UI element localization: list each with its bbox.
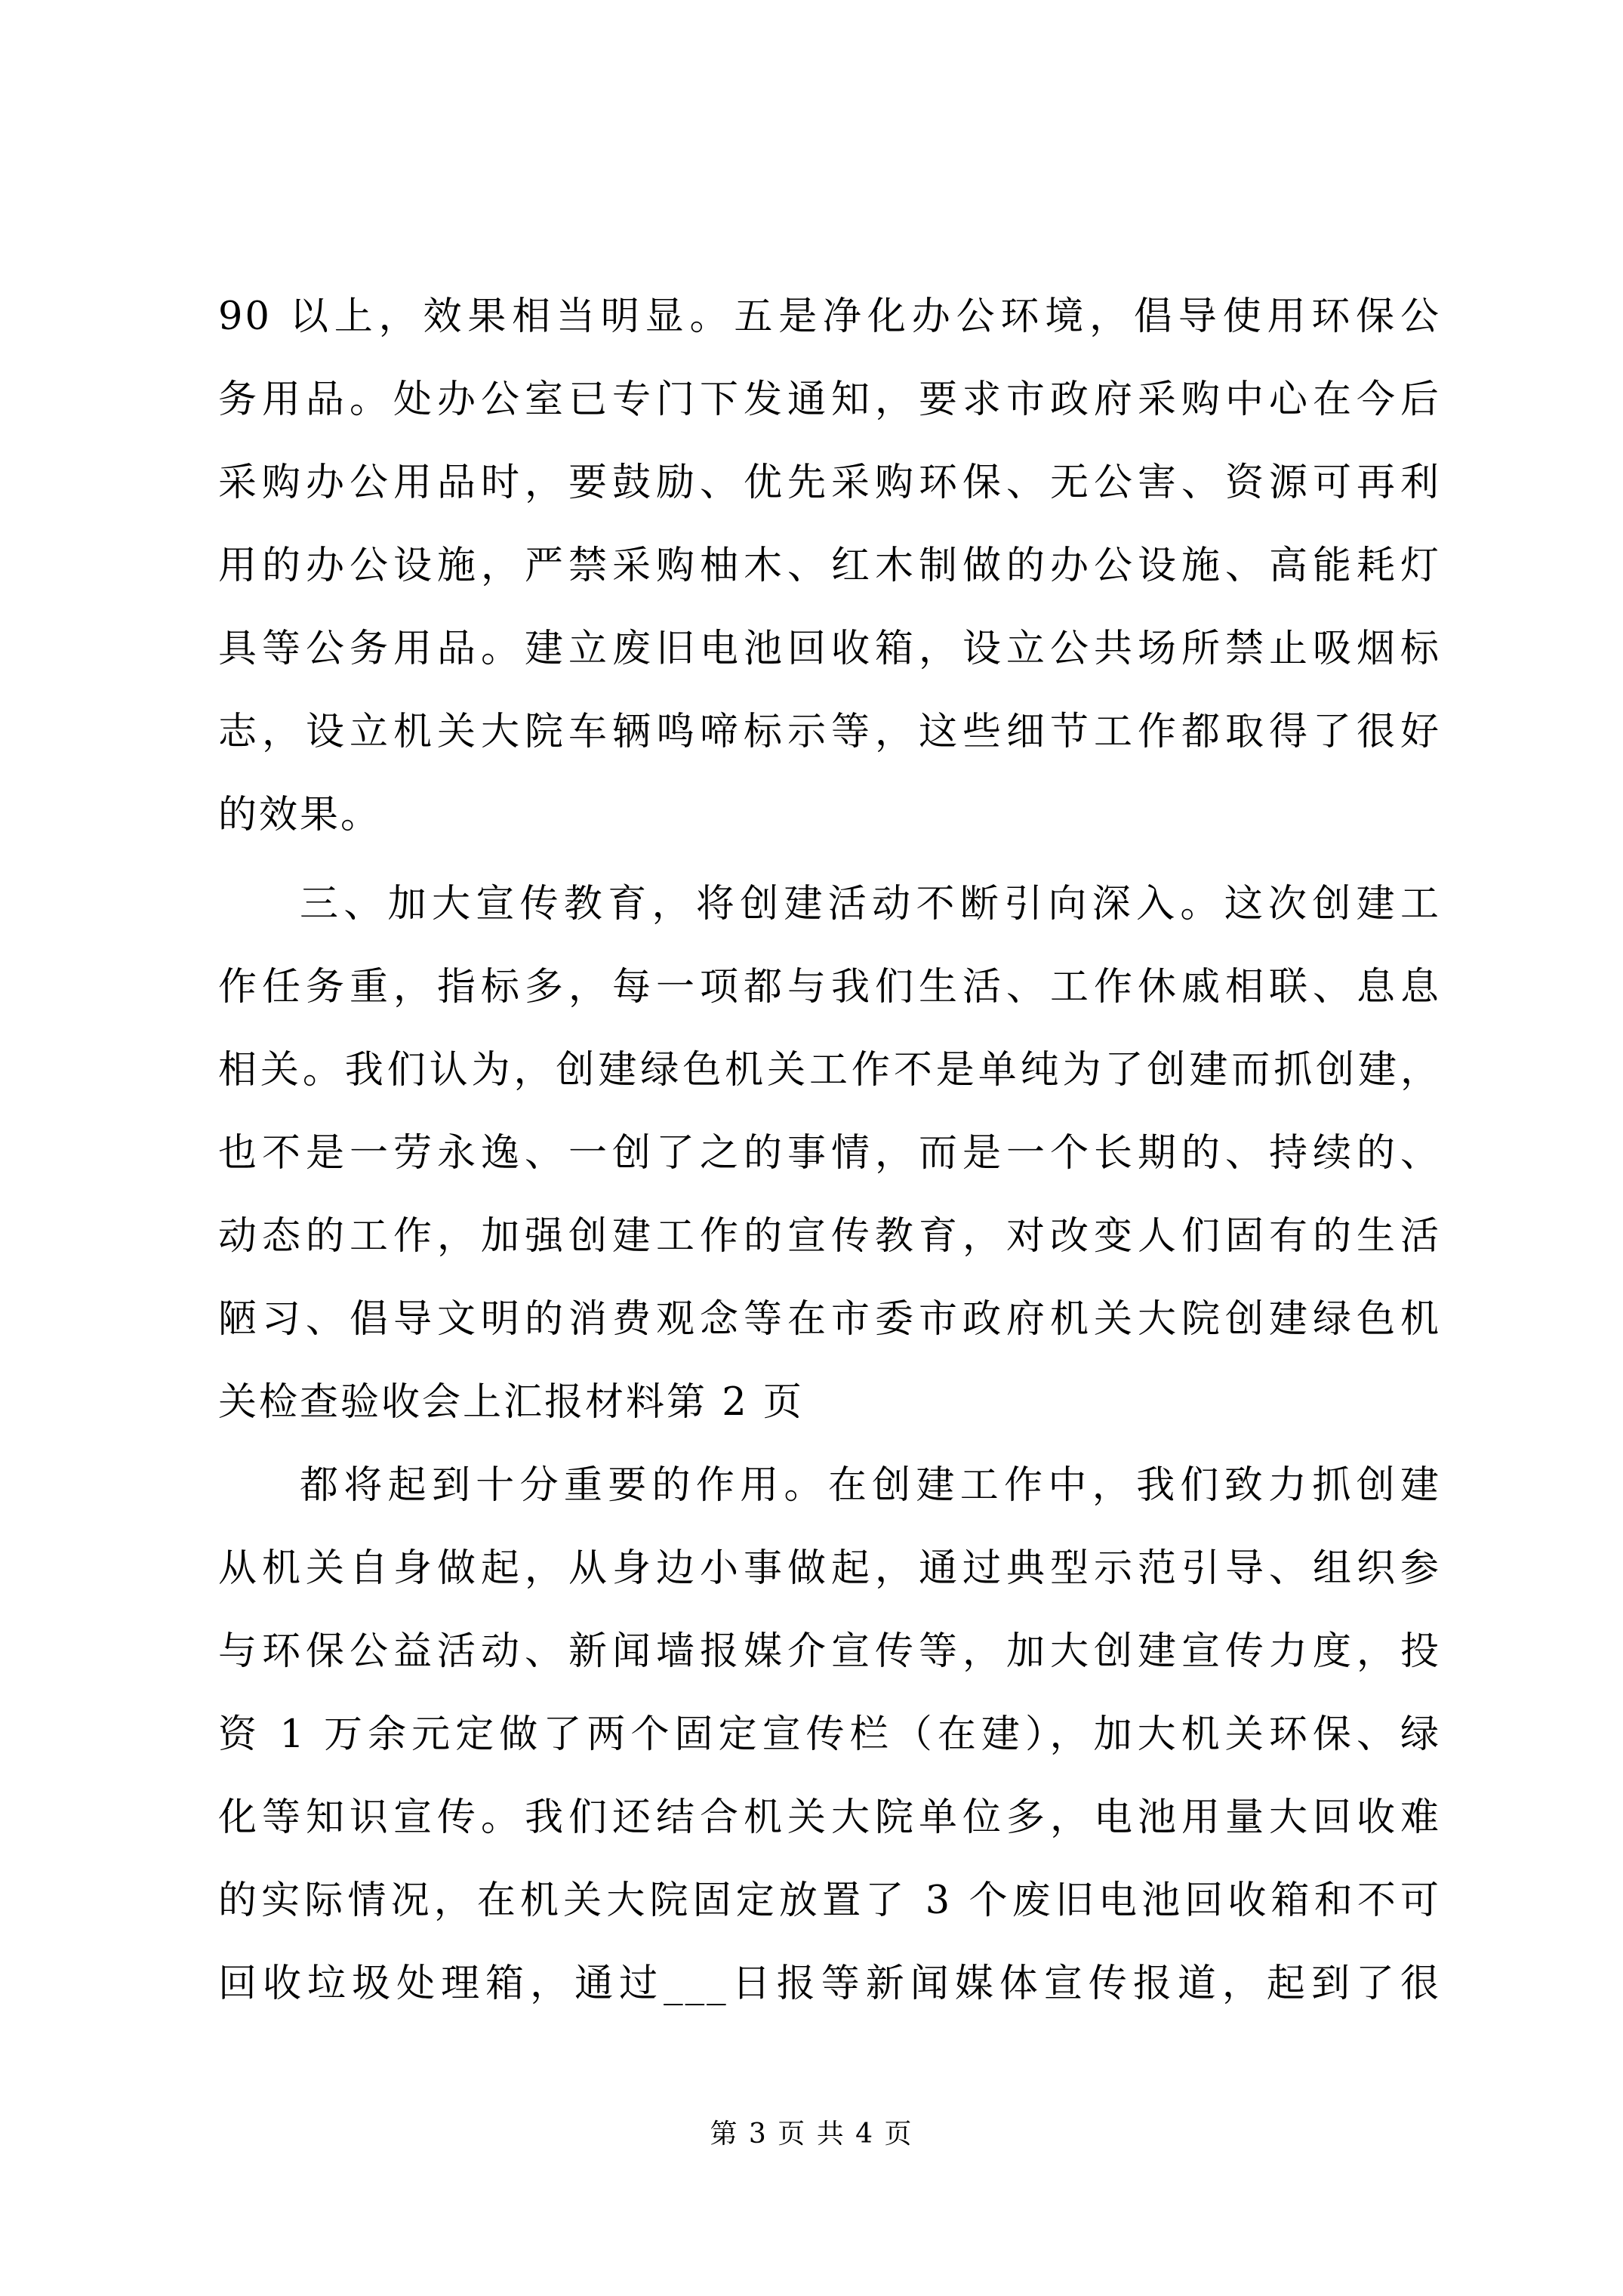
- text-line: 动态的工作，加强创建工作的宣传教育，对改变人们固有的生活: [218, 1214, 1441, 1259]
- text-line: 采购办公用品时，要鼓励、优先采购环保、无公害、资源可再利: [218, 461, 1441, 505]
- text-line: 志，设立机关大院车辆鸣啼标示等，这些细节工作都取得了很好: [218, 710, 1441, 754]
- text-line: 化等知识宣传。我们还结合机关大院单位多，电池用量大回收难: [218, 1795, 1441, 1840]
- text-line: 关检查验收会上汇报材料第 2 页: [218, 1380, 804, 1425]
- text-line: 的效果。: [218, 793, 382, 837]
- document-body: [218, 276, 1441, 2026]
- text-line: 作任务重，指标多，每一项都与我们生活、工作休戚相联、息息: [218, 965, 1441, 1009]
- text-line: 与环保公益活动、新闻墙报媒介宣传等，加大创建宣传力度，投: [218, 1629, 1441, 1674]
- text-line: 从机关自身做起，从身边小事做起，通过典型示范引导、组织参: [218, 1546, 1441, 1591]
- text-line: 务用品。处办公室已专门下发通知，要求市政府采购中心在今后: [218, 378, 1441, 422]
- text-line: 回收垃圾处理箱，通过___日报等新闻媒体宣传报道，起到了很: [218, 1962, 1441, 2006]
- page-number-footer: 第 3 页 共 4 页: [710, 2119, 913, 2150]
- paragraph-3: [218, 1444, 1441, 2026]
- text-line: 陋习、倡导文明的消费观念等在市委市政府机关大院创建绿色机: [218, 1297, 1441, 1342]
- text-line: 三、加大宣传教育，将创建活动不断引向深入。这次创建工: [300, 882, 1441, 926]
- text-line: 相关。我们认为，创建绿色机关工作不是单纯为了创建而抓创建，: [218, 1048, 1441, 1093]
- text-line: 90 以上，效果相当明显。五是净化办公环境，倡导使用环保公: [218, 294, 1441, 339]
- text-line: 都将起到十分重要的作用。在创建工作中，我们致力抓创建: [300, 1463, 1441, 1508]
- text-line: 也不是一劳永逸、一创了之的事情，而是一个长期的、持续的、: [218, 1131, 1441, 1176]
- paragraph-2: [218, 863, 1441, 1444]
- text-line: 具等公务用品。建立废旧电池回收箱，设立公共场所禁止吸烟标: [218, 627, 1441, 671]
- text-line: 的实际情况，在机关大院固定放置了 3 个废旧电池回收箱和不可: [218, 1878, 1441, 1923]
- text-line: 资 1 万余元定做了两个固定宣传栏（在建），加大机关环保、绿: [218, 1712, 1441, 1757]
- text-line: 用的办公设施，严禁采购柚木、红木制做的办公设施、高能耗灯: [218, 544, 1441, 588]
- paragraph-1: [218, 276, 1441, 857]
